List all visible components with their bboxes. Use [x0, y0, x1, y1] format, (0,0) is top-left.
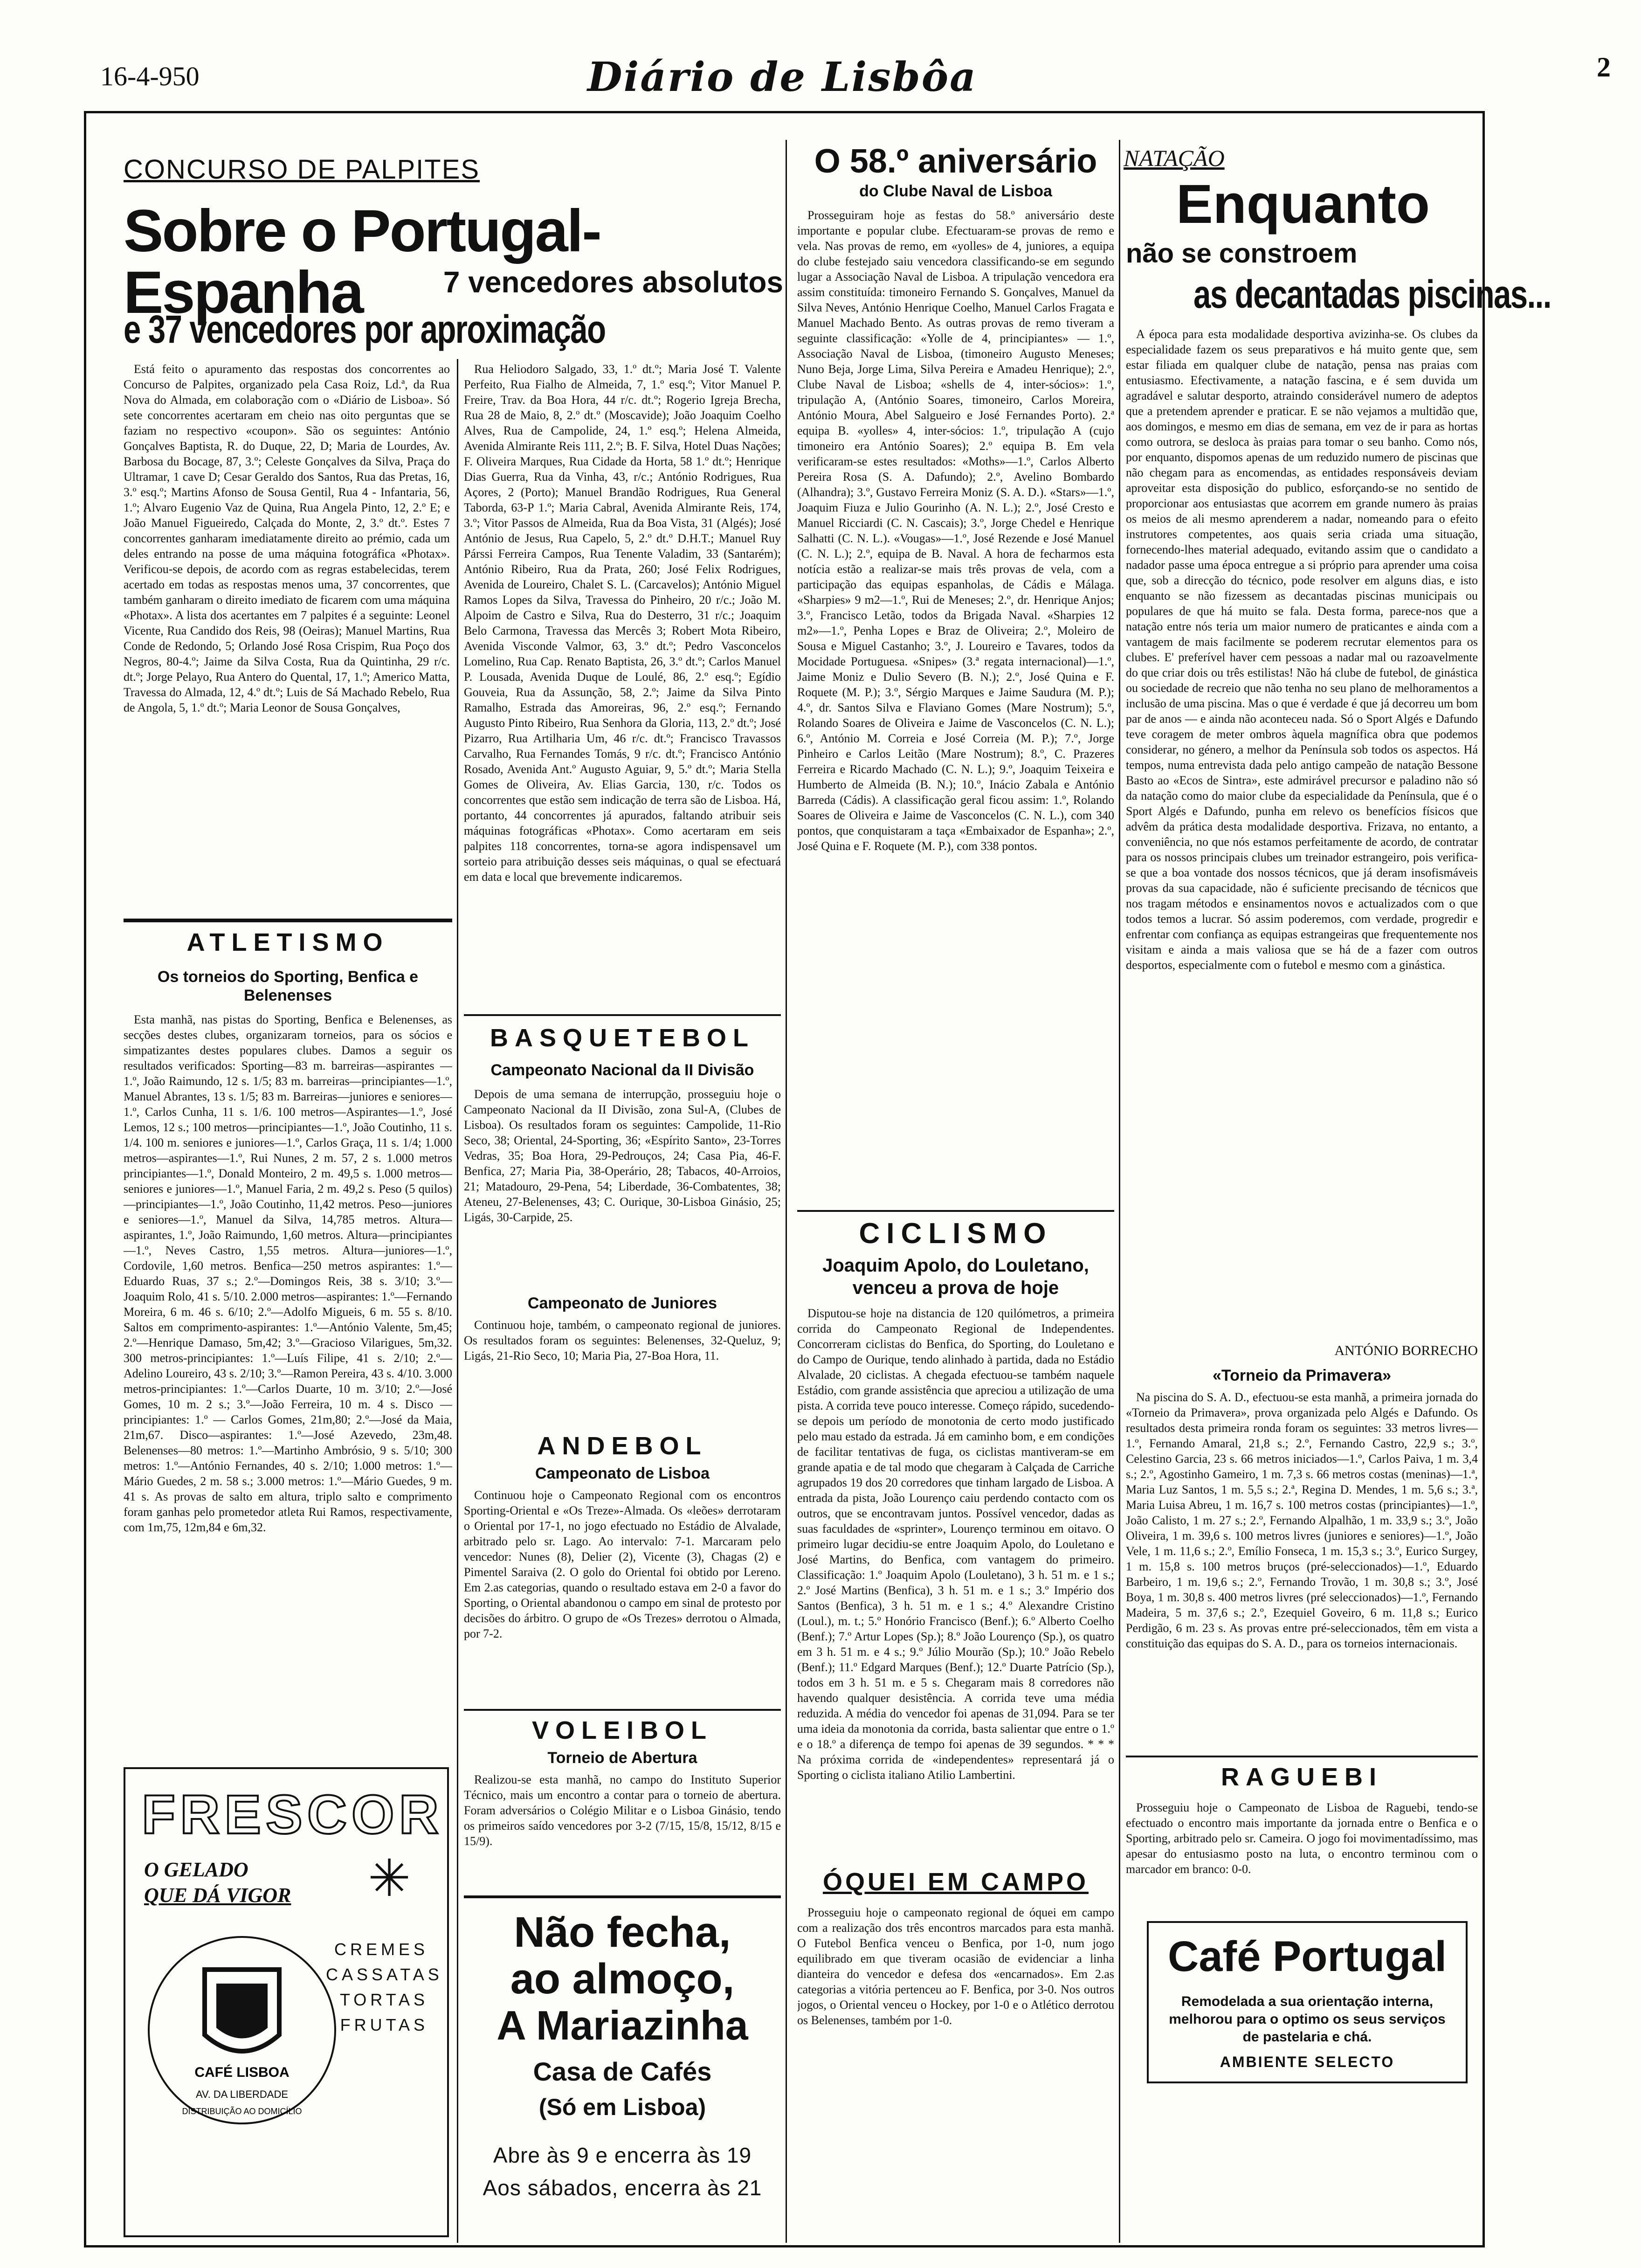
ciclismo-rule	[797, 1210, 1114, 1212]
cafe-portugal-ad	[1147, 1921, 1468, 2083]
voleibol-rule	[464, 1709, 781, 1711]
ad-line6: Abre às 9 e encerra às 19	[493, 2143, 752, 2167]
basquetebol-body	[464, 1086, 781, 1287]
ciclismo-body	[797, 1306, 1114, 1832]
cafe-portugal-title: Café Portugal	[1167, 1933, 1447, 1980]
palpites-text-1: Está feito o apuramento das respostas dos concorrentes ao Concurso de Palpites, organizado pela Casa Roiz, Ld.ª, da Rua Nova do Almada, em colaboração com o «Diário de Lisboa». Só sete concorrentes acertaram em cheio nas oito perguntas que se faziam no respectivo «coupon». São os seguintes: António Gonçalves Baptista, R. do Duque, 22, D; Maria de Lourdes, Av. Barbosa du Bocage, 87, 3.º; Celeste Gonçalves da Silva, Praça do Ultramar, 1 cave D; Cesar Geraldo dos Santos, Rua das Pretas, 16, 3.º esq.º; Martins Afonso de Sousa Gentil, Rua 4 - Infantaria, 56, 1.º; Alvaro Eugenio Vaz de Quina, Rua Angela Pinto, 12, 2.º E; e João Manuel Figueiredo, Calçada do Monte, 2, 3.º dt.º. Estes 7 concorrentes ganharam imediatamente direito ao prémio, cada um deles entrando na posse de uma máquina fotográfica «Photax». Verificou-se depois, de acordo com as regras estabelecidas, terem acertado em todas as respostas menos uma, 37 concorrentes, que também ganharam o direito imediato de ficarem com uma máquina «Photax». A lista dos acertantes em 7 palpites é a seguinte: Leonel Vicente, Rua Candido dos Reis, 98 (Oeiras); Manuel Martins, Rua Conde de Redondo, 5; Orlando José Rosa Crispim, Rua Poço dos Negros, 80-4.º; Jaime da Silva Costa, Rua da Quintinha, 29 r/c. dt.º; Jorge Pelayo, Rua Antero do Quental, 17, 1.º; Americo Matta, Travessa do Almada, 12, 4.º dt.º; Luis de Sá Machado Rebelo, Rua de Angola, 5, 1.º dt.º; Maria Leonor de Sousa Gonçalves,	[124, 362, 450, 714]
cafe-portugal-text: Remodelada a sua orientação interna, melhorou para o optimo os seus serviços de pastelaria e chá.	[1169, 1994, 1446, 2045]
frescor-tagline1: O GELADO	[144, 1858, 248, 1881]
natacao-subhead: não se constroem	[1126, 238, 1358, 269]
column-rule-2	[786, 140, 787, 2243]
natacao-author: ANTÓNIO BORRECHO	[1334, 1343, 1478, 1358]
raguebi-section: RAGUEBI	[1220, 1763, 1383, 1791]
ad-line1: Não fecha,	[514, 1908, 731, 1956]
atletismo-body	[124, 1012, 452, 1753]
voleibol-text: Realizou-se esta manhã, no campo do Instituto Superior Técnico, mais um encontro a contar para o torneio de abertura. Foram adversários o Colégio Militar e o Lisboa Ginásio, tendo os primeiros saído vencedores por 3-2 (7/15, 15/8, 15/12, 8/15 e 15/9).	[464, 1773, 781, 1848]
ad-line3: A Mariazinha	[496, 2002, 748, 2048]
andebol-body	[464, 1487, 781, 1707]
voleibol-body	[464, 1772, 781, 1891]
raguebi-rule	[1126, 1756, 1478, 1757]
natacao-subhead3: «Torneio da Primavera»	[1213, 1367, 1391, 1384]
voleibol-subhead: Torneio de Abertura	[547, 1749, 697, 1767]
voleibol-section: VOLEIBOL	[531, 1716, 713, 1744]
frame-bottom	[84, 2245, 1485, 2247]
sparkle-icon: ✳	[368, 1850, 411, 1907]
basquetebol-rule	[464, 1014, 781, 1016]
juniores-text: Continuou hoje, também, o campeonato regional de juniores. Os resultados foram os seguintes: Belenenses, 32-Queluz, 9; Ligás, 21-Rio Seco, 10; Maria Pia, 27-Boa Hora, 11.	[464, 1318, 781, 1362]
natacao-body	[1126, 326, 1478, 1343]
frescor-ad	[124, 1767, 449, 2237]
andebol-text: Continuou hoje o Campeonato Regional com os encontros Sporting-Oriental e «Os Treze»-Almada. Os «leões» derrotaram o Oriental por 17-1, no jogo efectuado no Estádio de Alvalade, arbitrado pelo sr. Lago. Ao intervalo: 7-1. Marcaram pelo vencedor: Nunes (8), Delier (2), Vicente (3), Chagas (2) e Pimentel Saraiva (2. O golo do Oriental foi obtido por Lereno. Em 2.as categorias, quando o resultado estava em 2-0 a favor do Sporting, o Oriental abandonou o campo em sinal de protesto por decisões do árbitro. O grupo de «Os Trezes» derrotou o Almada, por 7-2.	[464, 1488, 781, 1640]
atletismo-subhead: Os torneios do Sporting, Benfica e Belenenses	[157, 968, 419, 1004]
ad-line5: (Só em Lisboa)	[538, 2094, 706, 2120]
frescor-item: CASSATAS	[326, 1965, 443, 1984]
oquei-body	[797, 1905, 1114, 2240]
ciclismo-subhead: Joaquim Apolo, do Louletano, venceu a prova de hoje	[822, 1255, 1089, 1298]
palpites-text-2: Rua Heliodoro Salgado, 33, 1.º dt.º; Maria José T. Valente Perfeito, Rua Fialho de Almeida, 7, 1.º esq.º; Vitor Manuel P. Freire, Trav. da Boa Hora, 44 r/c. dt.º; Rogerio Igreja Brecha, Rua 28 de Maio, 8, 2.º dt.º (Moscavide); João Joaquim Coelho Alves, Rua de Campolide, 24, 1.º esq.º; Helena Almeida, Avenida Almirante Reis 111, 2.º; B. F. Silva, Hotel Duas Nações; F. Oliveira Marques, Rua Cidade da Horta, 58 1.º dt.º; Henrique Dias Guerra, Rua da Vinha, 43, r/c.; António Rodrigues, Rua Açores, 2 (Porto); Manuel Brandão Rodrigues, Rua General Taborda, 63-P 1.º; Maria Cabral, Avenida Almirante Reis, 174, 3.º; Vitor Passos de Almeida, Rua da Boa Vista, 31 (Algés); José António de Jesus, Rua Capelo, 5, 2.º dt.º D.H.T.; Manuel Ruy Párssi Ferreira Campos, Rua Tenente Valadim, 33 (Santarém); António Ribeiro, Rua da Prata, 260; José Felix Rodrigues, Avenida de Loureiro, Chalet S. L. (Carcavelos); António Miguel Ramos Lopes da Silva, Travessa do Pinheiro, 20 r/c.; João M. Alpoim de Castro e Silva, Rua do Desterro, 31 r/c.; Joaquim Belo Carmona, Travessa das Mercês 3; Robert Mota Ribeiro, Avenida Visconde Valmor, 63, 3.º dt.º; Pedro Vasconcelos Lomelino, Rua Cap. Renato Baptista, 26, 3.º dt.º; Carlos Manuel P. Lousada, Avenida Duque de Loulé, 86, 2.º esq.º; Egídio Gouveia, Rua da Assunção, 58, 2.º; Jaime da Silva Pinto Ramalho, Estrada das Amoreiras, 96, 2.º esq.º; Fernando Augusto Pinto Ribeiro, Rua Senhora da Gloria, 113, 2.º dt.º; José Pizarro, Rua Artilharia Um, 46 r/c. dt.º; Francisco Travassos Carvalho, Rua Fernandes Tomás, 9 r/c. dt.º; Francisco António Rosado, Avenida Ant.º Augusto Aguiar, 9, 5.º dt.º; Maria Stella Gomes de Oliveira, Av. Elias Garcia, 130, r/c. Todos os concorrentes que estão sem indicação de terra são de Lisboa. Há, portanto, 44 concorrentes já apurados, faltando atribuir seis máquinas fotográficas «Photax». Como acertaram em seis palpites 118 concorrentes, torna-se agora indispensavel um sorteio para atribuição desses seis máquinas, o qual se efectuará em data e local que brevemente indicaremos.	[464, 362, 781, 884]
basquetebol-section: BASQUETEBOL	[490, 1024, 755, 1052]
andebol-subhead: Campeonato de Lisboa	[535, 1465, 710, 1482]
natacao-headline: Enquanto	[1176, 173, 1430, 235]
natacao-kicker: NATAÇÃO	[1124, 145, 1225, 171]
ad-line2: ao almoço,	[510, 1955, 735, 2003]
frame-right	[1482, 111, 1485, 2247]
page-number: 2	[1597, 52, 1611, 83]
juniores-body	[464, 1317, 781, 1434]
frescor-tagline2: QUE DÁ VIGOR	[144, 1884, 291, 1907]
raguebi-text: Prosseguiu hoje o Campeonato de Lisboa de Raguebi, tendo-se efectuado o encontro mais importante da jornada entre o Benfica e o Sporting, arbitrado pelo sr. Cameira. O jogo foi movimentadíssimo, mas apesar do entusiasmo posto na luta, o encontro terminou com o marcador em branco: 0-0.	[1126, 1801, 1478, 1876]
palpites-body-col2	[464, 361, 781, 1093]
atletismo-text: Esta manhã, nas pistas do Sporting, Benfica e Belenenses, as secções destes clubes, organizaram torneios, para os sócios e simpatizantes destes populares clubes. Damos a seguir os resultados verificados: Sporting—83 m. barreiras—aspirantes — 1.º, João Raimundo, 12 s. 1/5; 83 m. barreiras—principiantes—1.º, Manuel Abrantes, 13 s. 1/5; 83 m. Barreiras—juniores e seniores—1.º, Carlos Cunha, 11 s. 1/6. 100 metros—Aspirantes—1.º, José Lemos, 12 s.; 100 metros—principiantes—1.º, João Coutinho, 11 s. 1/4. 100 m. seniores e juniores—1.º, Carlos Graça, 11 s. 1/4; 1.000 metros—aspirantes—1.º, Rui Nunes, 2 m. 57, 2 s. 1.000 metros principiantes—1.º, Donald Monteiro, 2 m. 49,5 s. 1.000 metros—seniores e juniores—1.º, Manuel Faria, 2 m. 49,2 s. Peso (5 quilos)—principiantes—1.º, João Coutinho, 11,42 metros. Peso—juniores e seniores—1.º, Manuel da Silva, 14,785 metros. Altura—aspirantes, 1.º, João Raimundo, 1,60 metros. Altura—principiantes—1.º, Neves Castro, 1,55 metros. Altura—juniores—1.º, Cordovile, 1,60 metros. Benfica—250 metros aspirantes: 1.º—Eduardo Ruas, 37 s.; 2.º—Domingos Reis, 38 s. 3/10; 3.º—Joaquim Rolo, 41 s. 5/10. 2.000 metros—aspirantes: 1.º—Fernando Moreira, 6 m. 46 s. 6/10; 2.º—Adolfo Migueis, 6 m. 55 s. 8/10. Saltos em comprimento-aspirantes: 1.º—António Valente, 5m,45; 2.º—Henrique Damaso, 5m,42; 3.º—Gracioso Vilarigues, 5m,32. 300 metros-principiantes: 1.º—Luís Filipe, 41 s. 2/10; 2.º—Adelino Loureiro, 43 s. 2/10; 3.º—Ramon Pereira, 43 s. 4/10. 3.000 metros-principiantes: 1.º—Carlos Duarte, 10 m. 3/10; 2.º—José Gomes, 10 m. 2 s.; 3.º—João Ferreira, 10 m. 4 s. Disco — principiantes: 1.º — Carlos Gomes, 21m,80; 2.º—José da Maia, 21m,67. Disco—aspirantes: 1.º—José Azevedo, 23m,48. Belenenses—80 metros: 1.º—Martinho Ambrósio, 9 s. 5/10; 300 metros: 1.º—António Fernandes, 40 s. 2/10; 1.000 metros: 1.º—Mário Guedes, 2 m. 58 s.; 3.000 metros: 1.º—Mário Guedes, 9 m. 41 s. As provas de salto em altura, triplo salto e comprimento foram ganhas pelo prometedor atleta Rui Ramos, respectivamente, com 1m,75, 12m,84 e 6m,32.	[124, 1013, 452, 1534]
cafe-lisboa-emblem-icon	[139, 1928, 345, 2133]
palpites-headline: Sobre o Portugal-Espanha	[124, 198, 600, 326]
oquei-section: ÓQUEI EM CAMPO	[822, 1868, 1089, 1896]
palpites-subhead2: e 37 vencedores por aproximação	[124, 307, 606, 351]
ad-line7: Aos sábados, encerra às 21	[483, 2176, 762, 2200]
mariazinha-ad	[464, 1895, 781, 2240]
basquetebol-subhead: Campeonato Nacional da II Divisão	[490, 1061, 754, 1079]
naval-headline: O 58.º aniversário	[814, 143, 1097, 180]
frescor-item: FRUTAS	[340, 2015, 428, 2034]
ciclismo-section: CICLISMO	[859, 1217, 1053, 1250]
natacao-text-2: Na piscina do S. A. D., efectuou-se esta manhã, a primeira jornada do «Torneio da Primavera», prova organizada pelo Algés e Dafundo. Os resultados desta primeira ronda foram os seguintes: 33 metros livres—1.º, Fernando Amaral, 21,8 s.; 2.º, Fernando Castro, 22,9 s.; 3.º, Celestino Garcia, 23 s. 66 metros iniciados—1.º, Carlos Paiva, 1 m. 3,4 s.; 2.º, Agostinho Gameiro, 1 m. 7,3 s. 66 metros costas (meninas)—1.ª, Maria Luz Santos, 1 m. 5,5 s.; 2.ª, Regina D. Mendes, 1 m. 5,6 s.; 3.ª, Maria Luisa Abreu, 1 m. 16,7 s. 100 metros costas (principiantes)—1.º, João Calisto, 1 m. 27 s.; 2.º, Fernando Alpalhão, 1 m. 33,9 s.; 3.º, João Oliveira, 1 m. 39,6 s. 100 metros livres (juniores e seniores)—1.º, João Vele, 1 m. 11,6 s.; 2.º, Emílio Fonseca, 1 m. 15,3 s.; 3.º, Eurico Surgey, 1 m. 15,8 s. 100 metros bruços (pré-seleccionados)—1.º, Eduardo Barbeiro, 1 m. 19,6 s.; 2.º, Fernando Trovão, 1 m. 30,8 s.; 3.º, José Boya, 1 m. 30,8 s. 400 metros livres (pré seleccionados)—1.º, Fernando Madeira, 5 m. 37,6 s.; 2.º, Ezequiel Goveiro, 6 m. 11,8 s.; Eurico Perdigão, 6 m. 23 s. As provas entre pré-seleccionados, têm em vista a constituição das equipas do S. A. D., para os torneios internacionais.	[1126, 1390, 1478, 1650]
issue-date: 16-4-950	[100, 61, 200, 91]
emblem-delivery: DISTRIBUIÇÃO AO DOMICÍLIO	[182, 2107, 302, 2116]
natacao-body2	[1126, 1390, 1478, 1749]
raguebi-body	[1126, 1800, 1478, 1916]
column-rule-1	[457, 359, 458, 2243]
naval-text: Prosseguiram hoje as festas do 58.º aniversário deste importante e popular clube. Efectuaram-se provas de remo e vela. Nas provas de remo, em «yolles» de 4, juniores, a equipa do clube festejado saiu vencedora classificando-se em segundo lugar a Associação Naval de Lisboa. A tripulação vencedora era assim constituída: timoneiro Fernando S. Gonçalves, Manuel da Silva Neves, António Henrique Coelho, Manuel Carlos Fragata e Manuel Machado Bento. As outras provas de remo tiveram a seguinte classificação: «Yolle de 4, principiantes» — 1.º, Associação Naval de Lisboa, (timoneiro Augusto Meneses; Nuno Beja, Jorge Lima, Silva Pereira e Amadeu Henrique); 2.º, Clube Naval de Lisboa; «shells de 4, inter-sócios»: 1.º, tripulação A, (António Soares, timoneiro, Carlos Moreira, António Moura, Abel Salgueiro e José Fernandes Porto). 2.ª equipa B. «yolles» 4, inter-sócios: 1.º, tripulação A (cujo timoneiro era António Soares); 2.º equipa B. Em vela verificaram-se estes resultados: «Moths»—1.º, Carlos Alberto Pereira Rosa (S. A. Dafundo); 2.º, Avelino Bombardo (Alhandra); 3.º, Gustavo Ferreira Moniz (S. A. D.). «Stars»—1.º, Joaquim Fiuza e Julio Gourinho (A. N. L.); 2.º, José Cresto e Manuel Ricciardi (C. N. Cascais); 3.º, Jorge Chedel e Henrique Salhatti (C. N. L.). «Vougas»—1.º, José Rezende e José Manuel (C. N. L.); 2.º, equipa de B. Naval. A hora de fecharmos esta notícia estão a realizar-se mais três provas de vela, com a participação das equipas espanholas, de Cádis e Málaga. «Sharpies» 9 m2—1.º, Rui de Meneses; 2.º, dr. Henrique Anjos; 3.º, Francisco Letão, todos da Brigada Naval. «Sharpies 12 m2»—1.º, Penha Lopes e Braz de Oliveira; 2.º, Moleiro de Sousa e Miguel Castanho; 3.º, J. Loureiro e Tavares, todos da Mocidade Portuguesa. «Snipes» (3.ª regata internacional)—1.º, Jaime Moniz e Dulio Severo (B. N.); 2.º, José Quina e F. Roquete (M. P.); 3.º, Sérgio Marques e Jaime Saudura (M. P.); 4.º, dr. Santos Silva e Flaviano Gomes (Mare Nostrum); 5.º, Rolando Soares de Oliveira e Jaime de Vasconcelos (C. N. L.); 6.º, António M. Correia e José Correia (M. P.); 7.º, Jorge Pinheiro e Carlos Leitão (Mare Nostrum); 8.º, C. Prazeres Ferreira e Ricardo Machado (C. N. L.); 9.º, Joaquim Teixeira e Humberto de Almeida (B. N.); 10.º, Inácio Zabala e António Barreda (Cádis). A classificação geral ficou assim: 1.º, Rolando Soares de Oliveira e Jaime de Vasconcelos (C. N. L.), com 340 pontos, que conquistaram a taça «Embaixador de Espanha»; 2.º, José Quina e F. Roquete (M. P.), com 338 pontos.	[797, 208, 1114, 853]
atletismo-rule	[124, 919, 452, 922]
basquetebol-text: Depois de uma semana de interrupção, prosseguiu hoje o Campeonato Nacional da II Divisão, zona Sul-A, (Clubes de Lisboa). Os resultados foram os seguintes: Campolide, 11-Rio Seco, 38; Oriental, 24-Sporting, 36; «Espírito Santo», 23-Torres Vedras, 35; Boa Hora, 29-Pedrouços, 24; Casa Pia, 46-F. Benfica, 27; Maria Pia, 38-Operário, 28; Tabacos, 40-Arroios, 21; Matadouro, 29-Pena, 54; Liberdade, 36-Combatentes, 38; Ateneu, 27-Belenenses, 43; C. Ourique, 30-Lisboa Ginásio, 25; Ligás, 30-Carpide, 25.	[464, 1087, 781, 1224]
palpites-body-col1	[124, 361, 450, 916]
frescor-item: TORTAS	[339, 1990, 428, 2009]
ad-line4: Casa de Cafés	[533, 2057, 712, 2086]
juniores-subhead: Campeonato de Juniores	[527, 1294, 717, 1312]
ad-top-rule	[464, 1895, 781, 1898]
frame-left	[84, 111, 86, 2247]
newspaper-title: Diário de Lisbôa	[587, 54, 977, 101]
emblem-address: AV. DA LIBERDADE	[195, 2088, 289, 2100]
naval-body	[797, 207, 1114, 1205]
naval-subhead: do Clube Naval de Lisboa	[859, 182, 1052, 200]
frescor-item: CREMES	[334, 1940, 428, 1959]
palpites-kicker: CONCURSO DE PALPITES	[124, 154, 480, 185]
emblem-label: CAFÉ LISBOA	[194, 2065, 290, 2080]
cafe-portugal-footer: AMBIENTE SELECTO	[1220, 2054, 1395, 2070]
masthead-rule	[84, 111, 1482, 113]
andebol-section: ANDEBOL	[537, 1432, 708, 1460]
natacao-subhead2: as decantadas piscinas...	[1193, 272, 1551, 316]
oquei-text: Prosseguiu hoje o campeonato regional de óquei em campo com a realização dos três encontros marcados para esta manhã. O Futebol Benfica venceu o Benfica, por 1-0, num jogo equilibrado em que tiveram ocasião de evidenciar a linha dianteira do vencedor e defesa dos «encarnados». Em 2.as categorias a vitória pertenceu ao F. Benfica, por 3-0. Nos outros jogos, o Oriental venceu o Hockey, por 1-0 e o Atlético derrotou os Belenenses, também por 1-0.	[797, 1906, 1114, 2027]
column-rule-3	[1119, 140, 1120, 2243]
natacao-text: A época para esta modalidade desportiva avizinha-se. Os clubes da especialidade fazem os seus preparativos e há muito gente que, sem estar filiada em qualquer clube de natação, pensa nas praias com entusiasmo. Efectivamente, a natação fascina, e é sem duvida um agradável e salutar desporto, atraindo considerável numero de adeptos que a pretendem aprender e praticar. E se não vejamos a multidão que, aos domingos, e mesmo em dias de semana, em vez de ir para as hortas como outrora, se desloca às praias para tomar o seu banho. Como nós, por enquanto, dispomos apenas de um reduzido numero de piscinas que não chegam para as encomendas, as entidades responsáveis deviam aproveitar esta disposição do publico, esforçando-se no sentido de proporcionar aos entusiastas que acorrem em grande numero às praias os meios de ali mesmo aprenderem a nadar, nomeando para o efeito instrutores competentes, aos quais seria criada uma situação, fornecendo-lhes material adequado, evitando assim que o candidato a nadador passe uma época entregue a si próprio para aprender uma coisa que, sob a direcção do técnico, pode resolver em alguns dias, e isto enquanto se não fizessem as decantadas piscinas municipais ou populares de que há muito se fala. Desta forma, parece-nos que a natação entre nós teria um maior numero de praticantes e ainda com a vantagem de mais facilmente se poderem recrutar elementos para os clubes. E' preferível haver cem pessoas a nadar mal ou razoavelmente do que criar dois ou três estilistas! Não há clube de futebol, de ginástica ou sociedade de recreio que não tenha no seu plano de melhoramentos a inclusão de uma piscina. Mas o que é verdade é que já decorreu um bom par de anos — e ainda não aconteceu nada. Só o Sport Algés e Dafundo teve coragem de meter ombros àquela magnífica obra que podemos considerar, no género, a melhor da Península sob todos os aspectos. Há tempos, numa entrevista dada pelo antigo campeão de natação Bessone Basto ao «Ecos de Sintra», este admirável precursor e paladino não só da natação como do maior clube da especialidade da Península, que é o Sport Algés e Dafundo, punha em relevo os benefícios físicos que advêm da prática desta modalidade desportiva. Frizava, no entanto, a conveniência, no que nós estamos perfeitamente de acordo, de contratar para os nossos principais clubes um treinador estrangeiro, pois verifica-se que a boa vontade dos nossos técnicos, que já deram insofismáveis provas da sua capacidade, não é suficiente precisando de técnicos que nos tragam métodos e ensinamentos novos e actualizados com o que todos temos a lucrar. Só assim poderemos, com verdade, progredir e enfrentar com confiança as equipas estrangeiras que frequentemente nos visitam e ainda a mais valiosa que se há de a fazer com outros desportos, especialmente com o futebol e mesmo com a ginástica.	[1126, 327, 1478, 972]
ciclismo-text: Disputou-se hoje na distancia de 120 quilómetros, a primeira corrida do Campeonato Regional de Independentes. Concorreram ciclistas do Benfica, do Sporting, do Louletano e do Campo de Ourique, tendo alinhado à partida, dada no Estádio Alvalade, 20 ciclistas. A chegada efectuou-se também naquele Estádio, com grande assistência que apreciou a utilização de uma pista. A corrida teve pouco interesse. Começo rápido, sucedendo-se depois um período de monotonia de certo modo justificado pelo mau estado da estrada. Já em caminho bom, e em condições de facilitar tentativas de fuga, os ciclistas mantiveram-se em grande apatia e de tal modo que chegaram à Calçada de Carriche agrupados 19 dos 20 corredores que tinham largado de Lisboa. A entrada da pista, João Lourenço caiu perdendo contacto com os outros, que se encontravam juntos. Possível vencedor, dadas as suas faculdades de «sprinter», Lourenço terminou em oitavo. O primeiro lugar decidiu-se entre Joaquim Apolo, do Louletano e José Martins, do Benfica, com vantagem do primeiro. Classificação: 1.º Joaquim Apolo (Louletano), 3 h. 51 m. e 1 s.; 2.º José Martins (Benfica), 3 h. 51 m. e 1 s.; 3.º Império dos Santos (Benfica), 3 h. 51 m. e 1 s.; 4.º Alexandre Cristino (Loul.), m. t.; 5.º Honório Francisco (Benf.); 6.º Alberto Coelho (Benf.); 7.º Artur Lopes (Sp.); 8.º João Lourenço (Sp.), os quatro em 3 h. 51 m. e 4 s.; 9.º Júlio Mourão (Sp.); 10.º João Rebelo (Benf.); 11.º Edgard Marques (Benf.); 12.º Duarte Patrício (Sp.), todos em 3 h. 51 m. e 5 s. Chegaram mais 8 corredores não havendo qualquer desistência. A corrida teve uma média reduzida. A média do vencedor foi apenas de 31,094. Para se ter uma ideia da monotonia da corrida, basta salientar que entre o 1.º e o 18.º a diferença de tempo foi apenas de 39 segundos. * * * Na próxima corrida de «independentes» representará já o Sporting o ciclista italiano Atilio Lambertini.	[797, 1307, 1114, 1782]
frescor-title: FRESCOR	[142, 1784, 443, 1846]
palpites-subhead: 7 vencedores absolutos	[443, 265, 783, 299]
atletismo-section: ATLETISMO	[186, 928, 389, 956]
